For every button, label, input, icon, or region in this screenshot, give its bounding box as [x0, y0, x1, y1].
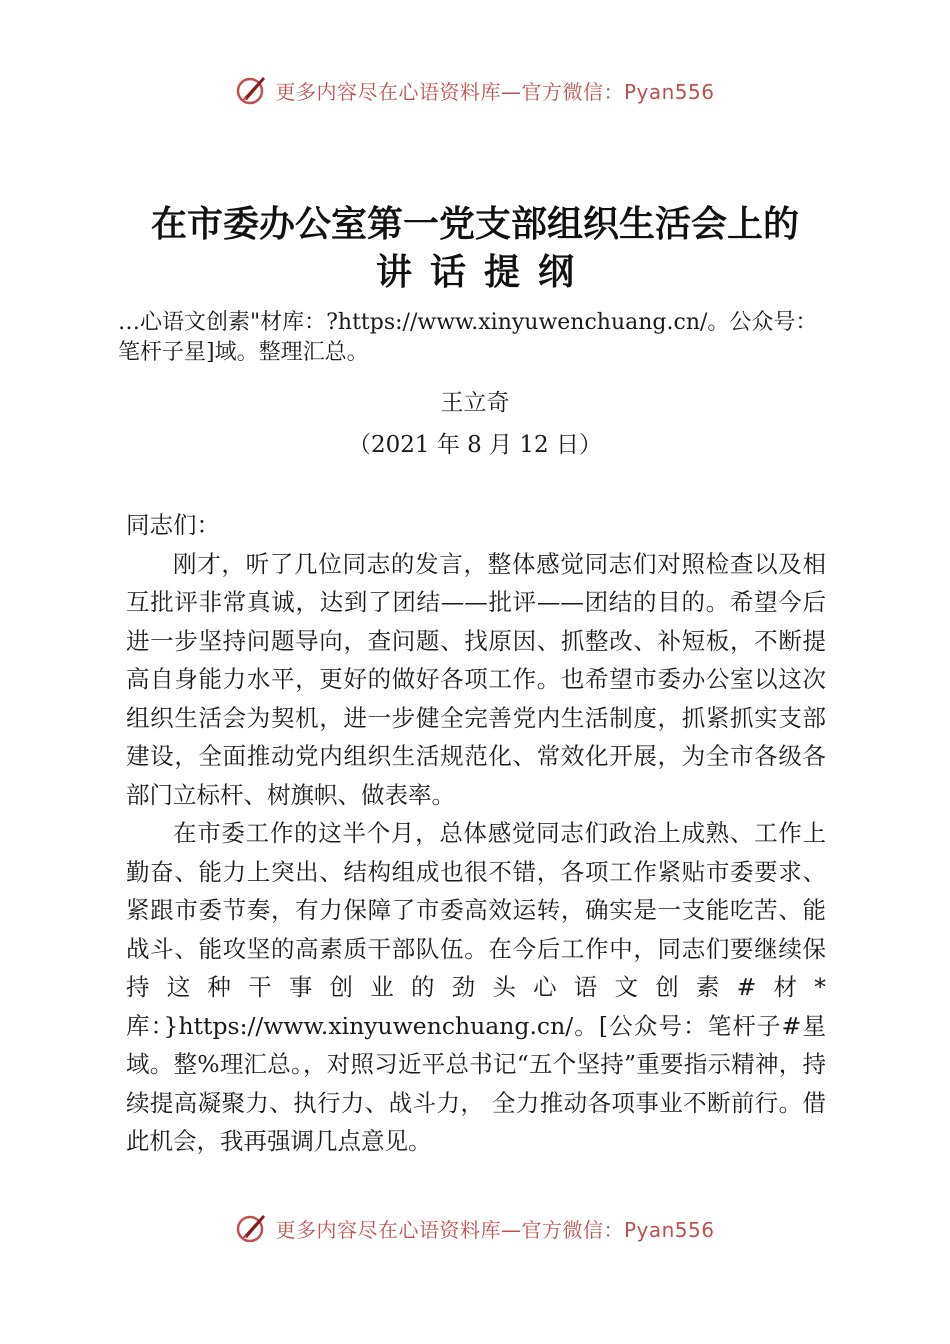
author: 王立奇	[440, 390, 510, 416]
banner-text: 更多内容尽在心语资料库—官方微信：Pyan556	[275, 1217, 715, 1242]
source-note: …心语文创素"材库：?https://www.xinyuwenchuang.cn/。公众号：笔杆子星]域。整理汇总。	[118, 310, 818, 365]
paragraph: 在市委工作的这半个月，总体感觉同志们政治上成熟、工作上勤奋、能力上突出、结构组成也很不错，各项工作紧贴市委要求、紧跟市委节奏，有力保障了市委高效运转，确实是一支能吃苦、能战斗、能攻坚的高素质干部队伍。在今后工作中，同志们要继续保持这种干事创业的劲头心语文创素#材*库：}https://www.xinyuwenchuang.cn/。[公众号：笔杆子#星域。整%理汇总。，对照习近平总书记“五个坚持”重要指示精神，持续提高凝聚力、执行力、战斗力， 全力推动各项事业不断前行。借此机会，我再强调几点意见。	[126, 819, 826, 1155]
greeting: 同志们：	[126, 511, 220, 539]
quill-pen-logo-icon	[235, 73, 269, 107]
document-title-line2: 讲话提纲	[375, 251, 592, 293]
footer-banner	[0, 1208, 950, 1248]
banner-text: 更多内容尽在心语资料库—官方微信：Pyan556	[275, 79, 715, 104]
quill-pen-logo-icon	[235, 1211, 269, 1245]
paragraph: 刚才，听了几位同志的发言，整体感觉同志们对照检查以及相互批评非常真诚，达到了团结——批评——团结的目的。希望今后进一步坚持问题导向，查问题、找原因、抓整改、补短板，不断提高自身能力水平，更好的做好各项工作。也希望市委办公室以这次组织生活会为契机，进一步健全完善党内生活制度，抓紧抓实支部建设，全面推动党内组织生活规范化、常效化开展，为全市各级各部门立标杆、树旗帜、做表率。	[126, 549, 826, 809]
document-body	[126, 506, 826, 1161]
header-banner	[0, 70, 950, 110]
document-title-line1: 在市委办公室第一党支部组织生活会上的	[150, 203, 799, 245]
date: （2021 年 8 月 12 日）	[348, 432, 602, 458]
